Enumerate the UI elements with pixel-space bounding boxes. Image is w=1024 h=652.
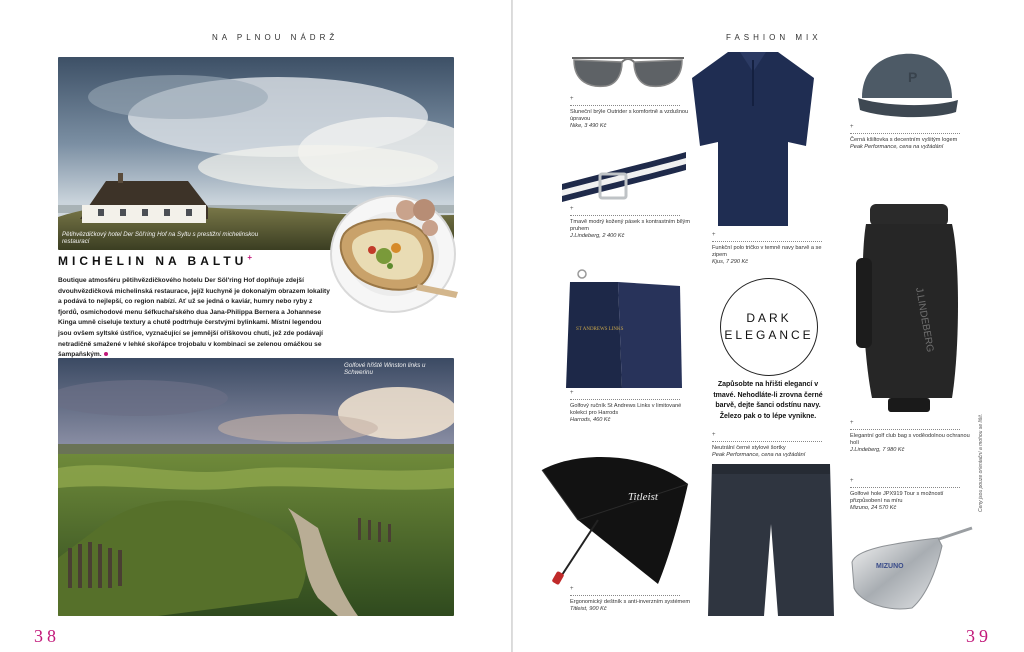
product-desc: Funkční polo tričko v temně navy barvě a se zipem xyxy=(712,245,822,258)
cap-image xyxy=(852,48,962,122)
iron-brand-mark: MIZUNO xyxy=(876,563,904,570)
umbrella-brand-mark: Titleist xyxy=(628,491,658,503)
article-headline-text: MICHELIN NA BALTU xyxy=(58,254,248,268)
divider xyxy=(570,595,680,596)
headline-mark: + xyxy=(247,253,256,262)
plus-icon: + xyxy=(850,420,854,426)
product-desc: Sluneční brýle Outrider s komfortně a vzdušnou úpravou xyxy=(570,109,689,122)
product-card-belt xyxy=(570,206,690,240)
golf-bag-image xyxy=(852,198,966,416)
product-brand-price: Nike, 3 490 Kč xyxy=(570,123,607,129)
product-card-shorts xyxy=(712,432,836,459)
towel-brand-mark: ST ANDREWS LINKS xyxy=(576,327,624,332)
plus-icon: + xyxy=(570,390,574,396)
product-card-golf-bag xyxy=(850,420,970,454)
left-running-head: NA PLNOU NÁDRŽ xyxy=(212,33,339,42)
article-body-text: Boutique atmosféru pětihvězdičkového hotelu Der Söl'ring Hof doplňuje zdejší dvouhvězdičková michelinská restaurace, jejíž kuchyně je dokonalým obrazem lokality a podává to nejlepší, co region nabízí. Ať už se jedná o kaviár, humry nebo ryby z fjordů, osmichodové menu šéfkuchařského dua Jana-Philippa Bernera a Johannese Kinga umně ciseluje textury a chutě podtrhuje čerstvými bylinkami. Místní legendou jsou ovšem syltské ústřice, vyznačující se jemnější oříškovou chutí, jež zde podávají netradičně smažené v lehké skořápce trojobalu v kombinaci se zelenou omáčkou se šampaňským. xyxy=(58,277,330,359)
belt-image xyxy=(560,144,688,206)
right-running-head: FASHION MIX xyxy=(726,33,822,42)
product-desc: Golfové hole JPX919 Tour s možností přizpůsobení na míru xyxy=(850,491,944,504)
svg-text:P: P xyxy=(908,69,918,85)
product-brand-price: J.Lindeberg, 7 980 Kč xyxy=(850,447,905,453)
price-disclaimer: Ceny jsou pouze orientační a mohou se lišit. xyxy=(978,413,984,512)
product-brand-price: Kjus, 7 290 Kč xyxy=(712,259,749,265)
product-card-umbrella xyxy=(570,586,690,613)
article-headline xyxy=(58,253,256,268)
dark-elegance-badge xyxy=(720,278,818,376)
product-desc: Elegantní golf club bag s voděodolnou ochranou holí xyxy=(850,433,970,446)
badge-line-2: ELEGANCE xyxy=(724,328,814,342)
end-mark-icon xyxy=(104,352,108,356)
product-brand-price: Harrods, 460 Kč xyxy=(570,417,611,423)
left-page-number: 38 xyxy=(34,626,60,646)
plus-icon: + xyxy=(712,232,716,238)
product-card-sunglasses xyxy=(570,96,690,130)
product-brand-price: Mizuno, 24 570 Kč xyxy=(850,505,897,511)
divider xyxy=(570,105,680,106)
product-brand-price: Peak Performance, cena na vyžádání xyxy=(850,144,944,150)
section-tagline: Zapůsobte na hřišti elegancí v tmavé. Nehodláte-li zrovna černé barvě, dejte šanci odstínu navy. Železo pak o to lépe vynikne. xyxy=(713,381,823,420)
plus-icon: + xyxy=(570,586,574,592)
article-body xyxy=(58,276,334,361)
product-card-towel xyxy=(570,390,690,424)
product-desc: Černá kšiltovka s decentním vyšitým logem xyxy=(850,137,958,143)
plus-icon: + xyxy=(850,124,854,130)
product-card-cap xyxy=(850,124,970,151)
divider xyxy=(712,441,822,442)
product-desc: Golfový ručník St Andrews Links v limitované kolekci pro Harrods xyxy=(570,403,682,416)
golf-iron-image xyxy=(846,526,974,616)
right-page-number: 39 xyxy=(966,626,992,646)
divider xyxy=(850,133,960,134)
shorts-image xyxy=(706,460,836,620)
divider xyxy=(712,241,822,242)
product-brand-price: Peak Performance, cena na vyžádání xyxy=(712,452,806,458)
badge-line-1: DARK xyxy=(746,311,792,325)
product-card-polo xyxy=(712,232,832,266)
divider xyxy=(570,399,680,400)
bag-brand-mark: J.LINDEBERG xyxy=(913,286,936,354)
product-brand-price: Titleist, 900 Kč xyxy=(570,606,607,612)
umbrella-image xyxy=(538,450,690,586)
plus-icon: + xyxy=(570,96,574,102)
plus-icon: + xyxy=(850,478,854,484)
sunglasses-image xyxy=(568,48,688,94)
golf-photo-caption: Golfové hřiště Winston links u Schwerinu xyxy=(344,362,426,376)
plus-icon: + xyxy=(570,206,574,212)
divider xyxy=(850,429,960,430)
divider xyxy=(850,487,960,488)
polo-shirt-image xyxy=(688,46,818,232)
product-desc: Ergonomický deštník s anti-inverzním systémem xyxy=(570,599,690,605)
product-card-iron xyxy=(850,478,970,512)
product-desc: Tmavě modrý kožený pásek s kontrastním bílým pruhem xyxy=(570,219,690,232)
oyster-dish-photo xyxy=(326,188,460,316)
hotel-photo-caption: Pětihvězdičkový hotel Der Söl'ring Hof na Syltu s prestižní michelinskou restaurací xyxy=(62,231,259,245)
product-desc: Neutrální černé stylové šortky xyxy=(712,445,786,451)
golf-course-photo xyxy=(58,358,454,616)
divider xyxy=(570,215,680,216)
page-spine xyxy=(511,0,513,652)
plus-icon: + xyxy=(712,432,716,438)
product-brand-price: J.Lindeberg, 2 400 Kč xyxy=(570,233,625,239)
towel-image xyxy=(560,268,688,390)
